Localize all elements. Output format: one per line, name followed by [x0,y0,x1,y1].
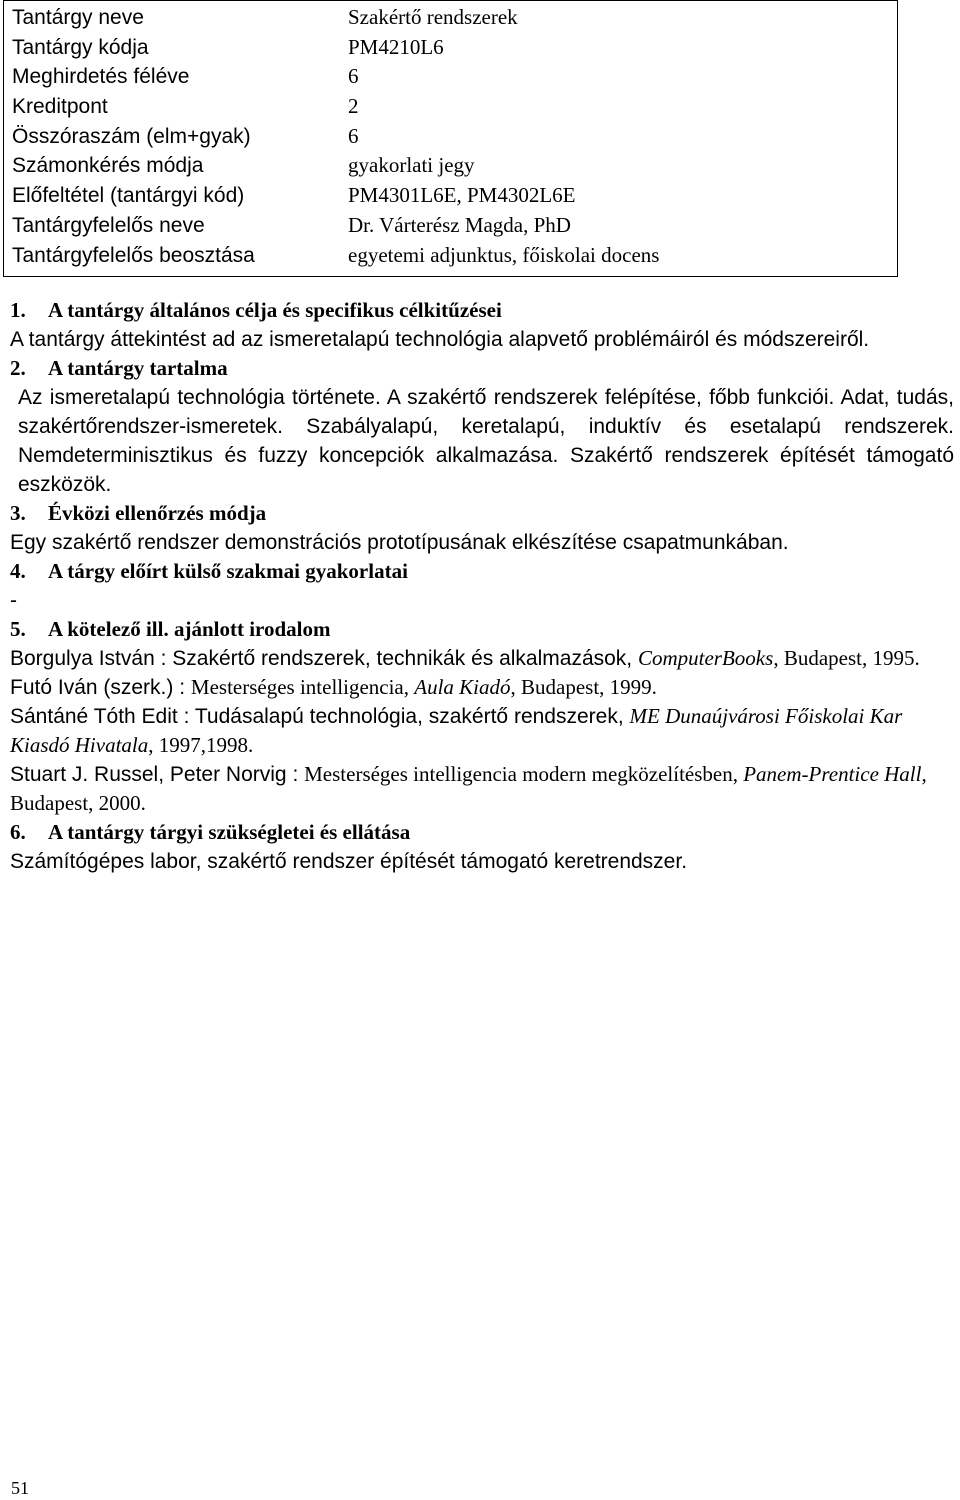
course-info-table [3,0,898,277]
section-4-text: - [10,589,17,612]
reference-item [10,702,954,760]
info-label: Meghirdetés féléve [12,65,190,89]
reference-separator: : [173,676,191,699]
info-value: 6 [348,64,359,89]
reference-rest: , Budapest, 1995. [773,646,920,670]
info-value: gyakorlati jegy [348,153,475,178]
section-title: A tantárgy tartalma [48,356,228,380]
page-number: 51 [11,1478,29,1498]
info-row-semester [4,62,897,92]
info-row-responsible-position [4,241,897,271]
info-row-assessment [4,151,897,181]
info-value: Szakértő rendszerek [348,5,518,29]
section-2-text: Az ismeretalapú technológia története. A szakértő rendszerek felépítése, főbb funkciói. Adat, tudás, szakértőrendszer-ismeretek. Szabályalapú, keretalapú, induktív és esetalapú rendszerek. Nemdeterminisztikus és fuzzy koncepciók alkalmazása. Szakértő rendszerek építését támogató eszközök. [18,386,954,496]
reference-author: Stuart J. Russel, Peter Norvig [10,763,287,786]
section-title: A tantárgy általános célja és specifikus célkitűzései [48,298,502,322]
reference-title: Mesterséges intelligencia, [190,675,415,699]
info-row-credits [4,92,897,122]
syllabus-content [10,296,954,876]
reference-separator: : [154,647,173,670]
reference-rest: , Budapest, 1999. [510,675,657,699]
info-label: Tantárgyfelelős beosztása [12,243,255,267]
section-5-heading [10,615,954,644]
section-6-text: Számítógépes labor, szakértő rendszer építését támogató keretrendszer. [10,850,688,873]
info-label: Tantárgyfelelős neve [12,213,205,237]
section-title: Évközi ellenőrzés módja [48,501,267,525]
reference-author: Sántáné Tóth Edit [10,705,178,728]
reference-rest: , 1997,1998. [148,733,254,757]
section-1-heading [10,296,954,325]
info-label: Összóraszám (elm+gyak) [12,124,251,148]
reference-title: Mesterséges intelligencia modern megközelítésben, [304,762,744,786]
section-number: 4. [10,559,26,583]
reference-publisher: ComputerBooks [637,646,774,670]
info-row-prerequisite [4,181,897,211]
reference-publisher: Aula Kiadó [414,675,511,699]
info-row-responsible-name [4,211,897,241]
section-1-text: A tantárgy áttekintést ad az ismeretalapú technológia alapvető problémáiról és módszereiről. [10,328,870,351]
section-number: 6. [10,820,26,844]
info-row-course-name [4,3,897,33]
reference-separator: : [286,763,305,786]
section-number: 5. [10,617,26,641]
info-label: Számonkérés módja [12,154,204,178]
reference-item [10,673,954,702]
reference-author: Borgulya István [10,647,155,670]
info-value: Dr. Várterész Magda, PhD [348,212,571,237]
info-value: PM4210L6 [348,34,444,59]
section-title: A tantárgy tárgyi szükségletei és ellátása [48,820,411,844]
info-value: PM4301L6E, PM4302L6E [348,183,576,208]
section-2-heading [10,354,954,383]
info-row-course-code [4,33,897,63]
section-number: 1. [10,298,26,322]
info-label: Tantárgy kódja [12,35,149,59]
section-6-heading [10,818,954,847]
section-3-text: Egy szakértő rendszer demonstrációs prototípusának elkészítése csapatmunkában. [10,531,789,554]
info-label: Tantárgy neve [12,6,144,29]
reference-rest: , Budapest, 2000. [10,762,927,815]
reference-title: Szakértő rendszerek, technikák és alkalmazások, [172,647,638,670]
section-title: A kötelező ill. ajánlott irodalom [48,617,331,641]
info-value: 6 [348,123,359,148]
info-label: Kreditpont [12,95,108,119]
info-label: Előfeltétel (tantárgyi kód) [12,184,245,208]
section-4-heading [10,557,954,586]
reference-publisher: Panem-Prentice Hall [743,762,922,786]
section-title: A tárgy előírt külső szakmai gyakorlatai [48,559,408,583]
section-number: 3. [10,501,26,525]
reference-publisher: ME Dunaújvárosi Főiskolai Kar Kiasdó Hivatala [10,704,903,757]
section-number: 2. [10,356,26,380]
reference-item [10,760,954,818]
reference-item [10,644,954,673]
info-row-total-hours [4,122,897,152]
section-3-heading [10,499,954,528]
reference-separator: : [177,705,195,728]
reference-author: Futó Iván (szerk.) [10,676,174,699]
info-value: 2 [348,94,359,119]
info-value: egyetemi adjunktus, főiskolai docens [348,242,660,267]
reference-title: Tudásalapú technológia, szakértő rendszerek, [194,705,630,728]
